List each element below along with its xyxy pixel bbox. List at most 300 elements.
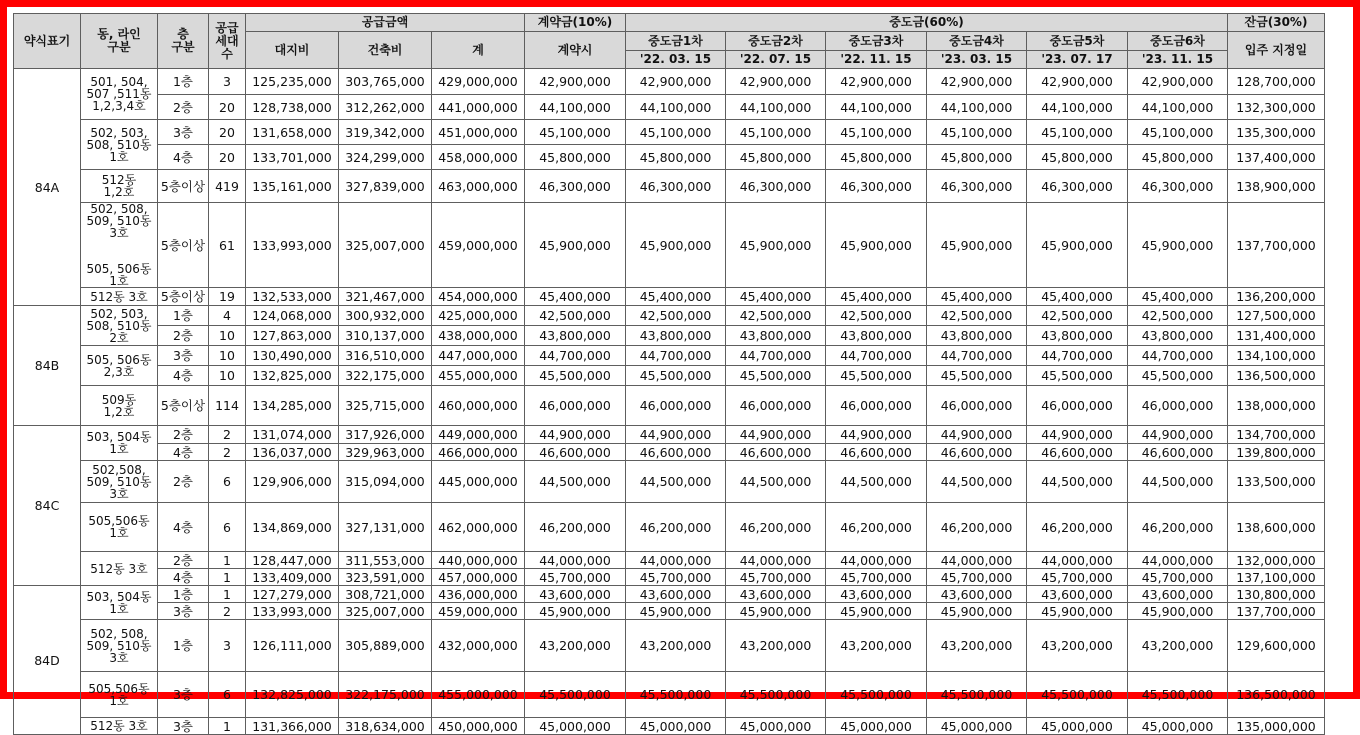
units-cell: 2	[209, 603, 246, 620]
table-row	[14, 366, 1325, 386]
building-cost-cell: 325,007,000	[339, 603, 432, 620]
header-deposit-sub: 계약시	[525, 32, 626, 69]
table-row	[14, 288, 1325, 306]
deposit-cell: 44,000,000	[525, 552, 626, 569]
floor-cell: 5층이상	[158, 203, 209, 288]
middle-6-cell: 45,400,000	[1128, 288, 1228, 306]
balance-cell: 132,000,000	[1228, 552, 1325, 569]
total-cost-cell: 440,000,000	[432, 552, 525, 569]
dong-cell: 512동 3호	[81, 718, 158, 735]
total-cost-cell: 438,000,000	[432, 326, 525, 346]
balance-cell: 133,500,000	[1228, 461, 1325, 503]
middle-2-cell: 44,700,000	[726, 346, 826, 366]
total-cost-cell: 455,000,000	[432, 672, 525, 718]
units-cell: 6	[209, 672, 246, 718]
middle-3-cell: 46,600,000	[826, 444, 927, 461]
building-cost-cell: 310,137,000	[339, 326, 432, 346]
middle-1-cell: 44,500,000	[626, 461, 726, 503]
balance-cell: 130,800,000	[1228, 586, 1325, 603]
dong-cell: 502, 508, 509, 510동 3호	[81, 620, 158, 672]
middle-2-cell: 42,500,000	[726, 306, 826, 326]
balance-cell: 132,300,000	[1228, 95, 1325, 120]
middle-1-cell: 45,100,000	[626, 120, 726, 145]
dong-cell: 505, 506동 2,3호	[81, 346, 158, 386]
header-middle-4-date: '23. 03. 15	[927, 51, 1027, 69]
units-cell: 1	[209, 586, 246, 603]
middle-2-cell: 45,900,000	[726, 603, 826, 620]
middle-5-cell: 45,900,000	[1027, 603, 1128, 620]
total-cost-cell: 441,000,000	[432, 95, 525, 120]
deposit-cell: 46,300,000	[525, 170, 626, 203]
total-cost-cell: 445,000,000	[432, 461, 525, 503]
middle-6-cell: 45,500,000	[1128, 672, 1228, 718]
middle-4-cell: 44,500,000	[927, 461, 1027, 503]
balance-cell: 136,200,000	[1228, 288, 1325, 306]
middle-1-cell: 46,000,000	[626, 386, 726, 426]
units-cell: 2	[209, 426, 246, 444]
header-type: 약식표기	[14, 14, 81, 69]
land-cost-cell: 125,235,000	[246, 69, 339, 95]
total-cost-cell: 451,000,000	[432, 120, 525, 145]
header-middle-2-date: '22. 07. 15	[726, 51, 826, 69]
middle-2-cell: 45,500,000	[726, 366, 826, 386]
land-cost-cell: 135,161,000	[246, 170, 339, 203]
middle-3-cell: 43,800,000	[826, 326, 927, 346]
middle-3-cell: 45,800,000	[826, 145, 927, 170]
header-deposit: 계약금(10%)	[525, 14, 626, 32]
building-cost-cell: 315,094,000	[339, 461, 432, 503]
header-dong: 동, 라인 구분	[81, 14, 158, 69]
land-cost-cell: 127,863,000	[246, 326, 339, 346]
land-cost-cell: 134,285,000	[246, 386, 339, 426]
dong-cell: 512동 1,2호	[81, 170, 158, 203]
building-cost-cell: 305,889,000	[339, 620, 432, 672]
total-cost-cell: 455,000,000	[432, 366, 525, 386]
middle-5-cell: 42,900,000	[1027, 69, 1128, 95]
building-cost-cell: 325,715,000	[339, 386, 432, 426]
middle-1-cell: 44,100,000	[626, 95, 726, 120]
units-cell: 4	[209, 306, 246, 326]
deposit-cell: 45,000,000	[525, 718, 626, 735]
middle-6-cell: 44,700,000	[1128, 346, 1228, 366]
deposit-cell: 43,200,000	[525, 620, 626, 672]
header-middle: 중도금(60%)	[626, 14, 1228, 32]
balance-cell: 137,700,000	[1228, 603, 1325, 620]
middle-3-cell: 42,500,000	[826, 306, 927, 326]
dong-cell: 505,506동 1호	[81, 503, 158, 552]
header-middle-1-date: '22. 03. 15	[626, 51, 726, 69]
dong-cell: 501, 504, 507 ,511동 1,2,3,4호	[81, 69, 158, 120]
middle-3-cell: 44,000,000	[826, 552, 927, 569]
middle-3-cell: 45,100,000	[826, 120, 927, 145]
middle-5-cell: 45,700,000	[1027, 569, 1128, 586]
units-cell: 1	[209, 718, 246, 735]
dong-cell: 502, 508, 509, 510동 3호 505, 506동 1호	[81, 203, 158, 288]
middle-1-cell: 42,500,000	[626, 306, 726, 326]
land-cost-cell: 131,074,000	[246, 426, 339, 444]
total-cost-cell: 429,000,000	[432, 69, 525, 95]
balance-cell: 137,700,000	[1228, 203, 1325, 288]
floor-cell: 1층	[158, 306, 209, 326]
land-cost-cell: 134,869,000	[246, 503, 339, 552]
units-cell: 20	[209, 145, 246, 170]
middle-5-cell: 45,500,000	[1027, 672, 1128, 718]
land-cost-cell: 127,279,000	[246, 586, 339, 603]
total-cost-cell: 459,000,000	[432, 203, 525, 288]
deposit-cell: 46,600,000	[525, 444, 626, 461]
middle-4-cell: 44,900,000	[927, 426, 1027, 444]
building-cost-cell: 318,634,000	[339, 718, 432, 735]
middle-6-cell: 46,000,000	[1128, 386, 1228, 426]
dong-cell: 505,506동 1호	[81, 672, 158, 718]
middle-5-cell: 43,800,000	[1027, 326, 1128, 346]
table-row	[14, 170, 1325, 203]
middle-5-cell: 42,500,000	[1027, 306, 1128, 326]
units-cell: 20	[209, 120, 246, 145]
floor-cell: 5층이상	[158, 170, 209, 203]
floor-cell: 3층	[158, 672, 209, 718]
building-cost-cell: 327,131,000	[339, 503, 432, 552]
header-middle-4: 중도금4차	[927, 32, 1027, 51]
deposit-cell: 45,900,000	[525, 603, 626, 620]
deposit-cell: 45,900,000	[525, 203, 626, 288]
middle-2-cell: 45,900,000	[726, 203, 826, 288]
type-cell: 84B	[14, 306, 81, 426]
deposit-cell: 42,900,000	[525, 69, 626, 95]
middle-6-cell: 43,200,000	[1128, 620, 1228, 672]
middle-2-cell: 45,700,000	[726, 569, 826, 586]
total-cost-cell: 462,000,000	[432, 503, 525, 552]
deposit-cell: 44,100,000	[525, 95, 626, 120]
middle-5-cell: 45,100,000	[1027, 120, 1128, 145]
table-row	[14, 569, 1325, 586]
building-cost-cell: 325,007,000	[339, 203, 432, 288]
middle-5-cell: 45,900,000	[1027, 203, 1128, 288]
table-row	[14, 426, 1325, 444]
middle-4-cell: 46,000,000	[927, 386, 1027, 426]
units-cell: 6	[209, 503, 246, 552]
header-middle-6-date: '23. 11. 15	[1128, 51, 1228, 69]
middle-4-cell: 42,900,000	[927, 69, 1027, 95]
deposit-cell: 45,700,000	[525, 569, 626, 586]
middle-6-cell: 42,900,000	[1128, 69, 1228, 95]
middle-1-cell: 43,200,000	[626, 620, 726, 672]
middle-5-cell: 46,200,000	[1027, 503, 1128, 552]
middle-2-cell: 45,500,000	[726, 672, 826, 718]
middle-5-cell: 45,400,000	[1027, 288, 1128, 306]
deposit-cell: 46,000,000	[525, 386, 626, 426]
table-row	[14, 444, 1325, 461]
header-middle-6: 중도금6차	[1128, 32, 1228, 51]
middle-2-cell: 45,100,000	[726, 120, 826, 145]
middle-6-cell: 42,500,000	[1128, 306, 1228, 326]
balance-cell: 135,000,000	[1228, 718, 1325, 735]
table-row	[14, 120, 1325, 145]
middle-6-cell: 45,100,000	[1128, 120, 1228, 145]
middle-2-cell: 44,100,000	[726, 95, 826, 120]
balance-cell: 135,300,000	[1228, 120, 1325, 145]
middle-4-cell: 46,200,000	[927, 503, 1027, 552]
building-cost-cell: 316,510,000	[339, 346, 432, 366]
floor-cell: 3층	[158, 603, 209, 620]
floor-cell: 1층	[158, 69, 209, 95]
middle-6-cell: 44,900,000	[1128, 426, 1228, 444]
total-cost-cell: 454,000,000	[432, 288, 525, 306]
table-body	[14, 69, 1325, 735]
building-cost-cell: 308,721,000	[339, 586, 432, 603]
middle-3-cell: 42,900,000	[826, 69, 927, 95]
land-cost-cell: 132,825,000	[246, 672, 339, 718]
middle-1-cell: 45,800,000	[626, 145, 726, 170]
building-cost-cell: 317,926,000	[339, 426, 432, 444]
header-middle-3: 중도금3차	[826, 32, 927, 51]
land-cost-cell: 126,111,000	[246, 620, 339, 672]
floor-cell: 3층	[158, 120, 209, 145]
header-balance-sub: 입주 지정일	[1228, 32, 1325, 69]
units-cell: 10	[209, 346, 246, 366]
middle-3-cell: 45,500,000	[826, 672, 927, 718]
balance-cell: 138,900,000	[1228, 170, 1325, 203]
balance-cell: 136,500,000	[1228, 672, 1325, 718]
middle-4-cell: 43,200,000	[927, 620, 1027, 672]
floor-cell: 2층	[158, 326, 209, 346]
deposit-cell: 44,500,000	[525, 461, 626, 503]
land-cost-cell: 130,490,000	[246, 346, 339, 366]
middle-4-cell: 45,900,000	[927, 203, 1027, 288]
land-cost-cell: 132,825,000	[246, 366, 339, 386]
dong-cell: 502, 503, 508, 510동 1호	[81, 120, 158, 170]
middle-5-cell: 43,600,000	[1027, 586, 1128, 603]
table-row	[14, 620, 1325, 672]
middle-3-cell: 43,600,000	[826, 586, 927, 603]
middle-6-cell: 45,900,000	[1128, 603, 1228, 620]
middle-6-cell: 45,000,000	[1128, 718, 1228, 735]
dong-cell: 503, 504동 1호	[81, 586, 158, 620]
units-cell: 114	[209, 386, 246, 426]
header-middle-3-date: '22. 11. 15	[826, 51, 927, 69]
total-cost-cell: 463,000,000	[432, 170, 525, 203]
total-cost-cell: 436,000,000	[432, 586, 525, 603]
middle-4-cell: 42,500,000	[927, 306, 1027, 326]
middle-5-cell: 45,800,000	[1027, 145, 1128, 170]
total-cost-cell: 457,000,000	[432, 569, 525, 586]
middle-6-cell: 45,500,000	[1128, 366, 1228, 386]
middle-4-cell: 44,000,000	[927, 552, 1027, 569]
table-row	[14, 203, 1325, 288]
floor-cell: 4층	[158, 145, 209, 170]
dong-cell: 503, 504동 1호	[81, 426, 158, 461]
type-cell: 84C	[14, 426, 81, 586]
deposit-cell: 45,500,000	[525, 672, 626, 718]
building-cost-cell: 323,591,000	[339, 569, 432, 586]
middle-4-cell: 46,600,000	[927, 444, 1027, 461]
building-cost-cell: 329,963,000	[339, 444, 432, 461]
middle-2-cell: 45,400,000	[726, 288, 826, 306]
table-row	[14, 461, 1325, 503]
middle-2-cell: 46,300,000	[726, 170, 826, 203]
middle-2-cell: 44,500,000	[726, 461, 826, 503]
land-cost-cell: 133,993,000	[246, 203, 339, 288]
units-cell: 2	[209, 444, 246, 461]
middle-5-cell: 44,500,000	[1027, 461, 1128, 503]
floor-cell: 2층	[158, 461, 209, 503]
floor-cell: 4층	[158, 444, 209, 461]
table-row	[14, 346, 1325, 366]
middle-2-cell: 46,600,000	[726, 444, 826, 461]
header-land: 대지비	[246, 32, 339, 69]
middle-1-cell: 46,600,000	[626, 444, 726, 461]
building-cost-cell: 322,175,000	[339, 672, 432, 718]
middle-3-cell: 45,900,000	[826, 203, 927, 288]
deposit-cell: 45,800,000	[525, 145, 626, 170]
deposit-cell: 43,800,000	[525, 326, 626, 346]
total-cost-cell: 466,000,000	[432, 444, 525, 461]
middle-1-cell: 46,300,000	[626, 170, 726, 203]
land-cost-cell: 131,366,000	[246, 718, 339, 735]
units-cell: 1	[209, 552, 246, 569]
middle-1-cell: 46,200,000	[626, 503, 726, 552]
middle-4-cell: 45,500,000	[927, 366, 1027, 386]
floor-cell: 2층	[158, 426, 209, 444]
middle-3-cell: 45,700,000	[826, 569, 927, 586]
header-middle-5: 중도금5차	[1027, 32, 1128, 51]
units-cell: 3	[209, 69, 246, 95]
middle-3-cell: 46,300,000	[826, 170, 927, 203]
land-cost-cell: 128,447,000	[246, 552, 339, 569]
units-cell: 19	[209, 288, 246, 306]
balance-cell: 137,100,000	[1228, 569, 1325, 586]
table-row	[14, 69, 1325, 95]
total-cost-cell: 458,000,000	[432, 145, 525, 170]
deposit-cell: 45,100,000	[525, 120, 626, 145]
table-row	[14, 503, 1325, 552]
middle-4-cell: 43,600,000	[927, 586, 1027, 603]
middle-3-cell: 45,400,000	[826, 288, 927, 306]
total-cost-cell: 459,000,000	[432, 603, 525, 620]
middle-6-cell: 43,800,000	[1128, 326, 1228, 346]
middle-4-cell: 45,900,000	[927, 603, 1027, 620]
building-cost-cell: 303,765,000	[339, 69, 432, 95]
deposit-cell: 44,900,000	[525, 426, 626, 444]
middle-3-cell: 45,000,000	[826, 718, 927, 735]
table-row	[14, 326, 1325, 346]
middle-4-cell: 45,700,000	[927, 569, 1027, 586]
units-cell: 10	[209, 366, 246, 386]
header-middle-2: 중도금2차	[726, 32, 826, 51]
land-cost-cell: 133,993,000	[246, 603, 339, 620]
building-cost-cell: 324,299,000	[339, 145, 432, 170]
header-middle-1: 중도금1차	[626, 32, 726, 51]
land-cost-cell: 129,906,000	[246, 461, 339, 503]
building-cost-cell: 311,553,000	[339, 552, 432, 569]
middle-1-cell: 45,400,000	[626, 288, 726, 306]
balance-cell: 127,500,000	[1228, 306, 1325, 326]
middle-2-cell: 46,200,000	[726, 503, 826, 552]
middle-4-cell: 43,800,000	[927, 326, 1027, 346]
table-row	[14, 718, 1325, 735]
total-cost-cell: 447,000,000	[432, 346, 525, 366]
middle-3-cell: 45,900,000	[826, 603, 927, 620]
middle-5-cell: 46,600,000	[1027, 444, 1128, 461]
dong-cell: 502,508, 509, 510동 3호	[81, 461, 158, 503]
middle-4-cell: 45,000,000	[927, 718, 1027, 735]
middle-5-cell: 44,000,000	[1027, 552, 1128, 569]
balance-cell: 128,700,000	[1228, 69, 1325, 95]
floor-cell: 2층	[158, 95, 209, 120]
middle-3-cell: 43,200,000	[826, 620, 927, 672]
balance-cell: 137,400,000	[1228, 145, 1325, 170]
table-row	[14, 95, 1325, 120]
balance-cell: 131,400,000	[1228, 326, 1325, 346]
middle-2-cell: 44,900,000	[726, 426, 826, 444]
middle-3-cell: 46,000,000	[826, 386, 927, 426]
table-row	[14, 386, 1325, 426]
balance-cell: 134,700,000	[1228, 426, 1325, 444]
table-row	[14, 306, 1325, 326]
header-supply: 공급금액	[246, 14, 525, 32]
table-row	[14, 552, 1325, 569]
header-floor: 층 구분	[158, 14, 209, 69]
units-cell: 6	[209, 461, 246, 503]
land-cost-cell: 131,658,000	[246, 120, 339, 145]
floor-cell: 4층	[158, 503, 209, 552]
middle-2-cell: 45,000,000	[726, 718, 826, 735]
type-cell: 84A	[14, 69, 81, 306]
total-cost-cell: 425,000,000	[432, 306, 525, 326]
balance-cell: 138,000,000	[1228, 386, 1325, 426]
middle-1-cell: 45,500,000	[626, 672, 726, 718]
middle-5-cell: 44,100,000	[1027, 95, 1128, 120]
units-cell: 10	[209, 326, 246, 346]
middle-1-cell: 44,700,000	[626, 346, 726, 366]
building-cost-cell: 319,342,000	[339, 120, 432, 145]
header-total: 계	[432, 32, 525, 69]
middle-1-cell: 44,000,000	[626, 552, 726, 569]
middle-3-cell: 46,200,000	[826, 503, 927, 552]
table-row	[14, 603, 1325, 620]
middle-2-cell: 42,900,000	[726, 69, 826, 95]
middle-1-cell: 45,000,000	[626, 718, 726, 735]
middle-4-cell: 45,400,000	[927, 288, 1027, 306]
building-cost-cell: 327,839,000	[339, 170, 432, 203]
table-row	[14, 586, 1325, 603]
header-building: 건축비	[339, 32, 432, 69]
units-cell: 3	[209, 620, 246, 672]
middle-6-cell: 46,200,000	[1128, 503, 1228, 552]
middle-2-cell: 43,200,000	[726, 620, 826, 672]
middle-5-cell: 45,500,000	[1027, 366, 1128, 386]
middle-1-cell: 45,900,000	[626, 603, 726, 620]
units-cell: 20	[209, 95, 246, 120]
middle-3-cell: 44,700,000	[826, 346, 927, 366]
middle-4-cell: 45,800,000	[927, 145, 1027, 170]
middle-5-cell: 46,000,000	[1027, 386, 1128, 426]
middle-4-cell: 46,300,000	[927, 170, 1027, 203]
middle-3-cell: 44,900,000	[826, 426, 927, 444]
floor-cell: 3층	[158, 718, 209, 735]
floor-cell: 1층	[158, 586, 209, 603]
deposit-cell: 44,700,000	[525, 346, 626, 366]
middle-3-cell: 44,100,000	[826, 95, 927, 120]
middle-2-cell: 44,000,000	[726, 552, 826, 569]
dong-cell: 512동 3호	[81, 552, 158, 586]
units-cell: 419	[209, 170, 246, 203]
middle-6-cell: 46,600,000	[1128, 444, 1228, 461]
middle-3-cell: 44,500,000	[826, 461, 927, 503]
header-balance: 잔금(30%)	[1228, 14, 1325, 32]
balance-cell: 129,600,000	[1228, 620, 1325, 672]
floor-cell: 4층	[158, 366, 209, 386]
